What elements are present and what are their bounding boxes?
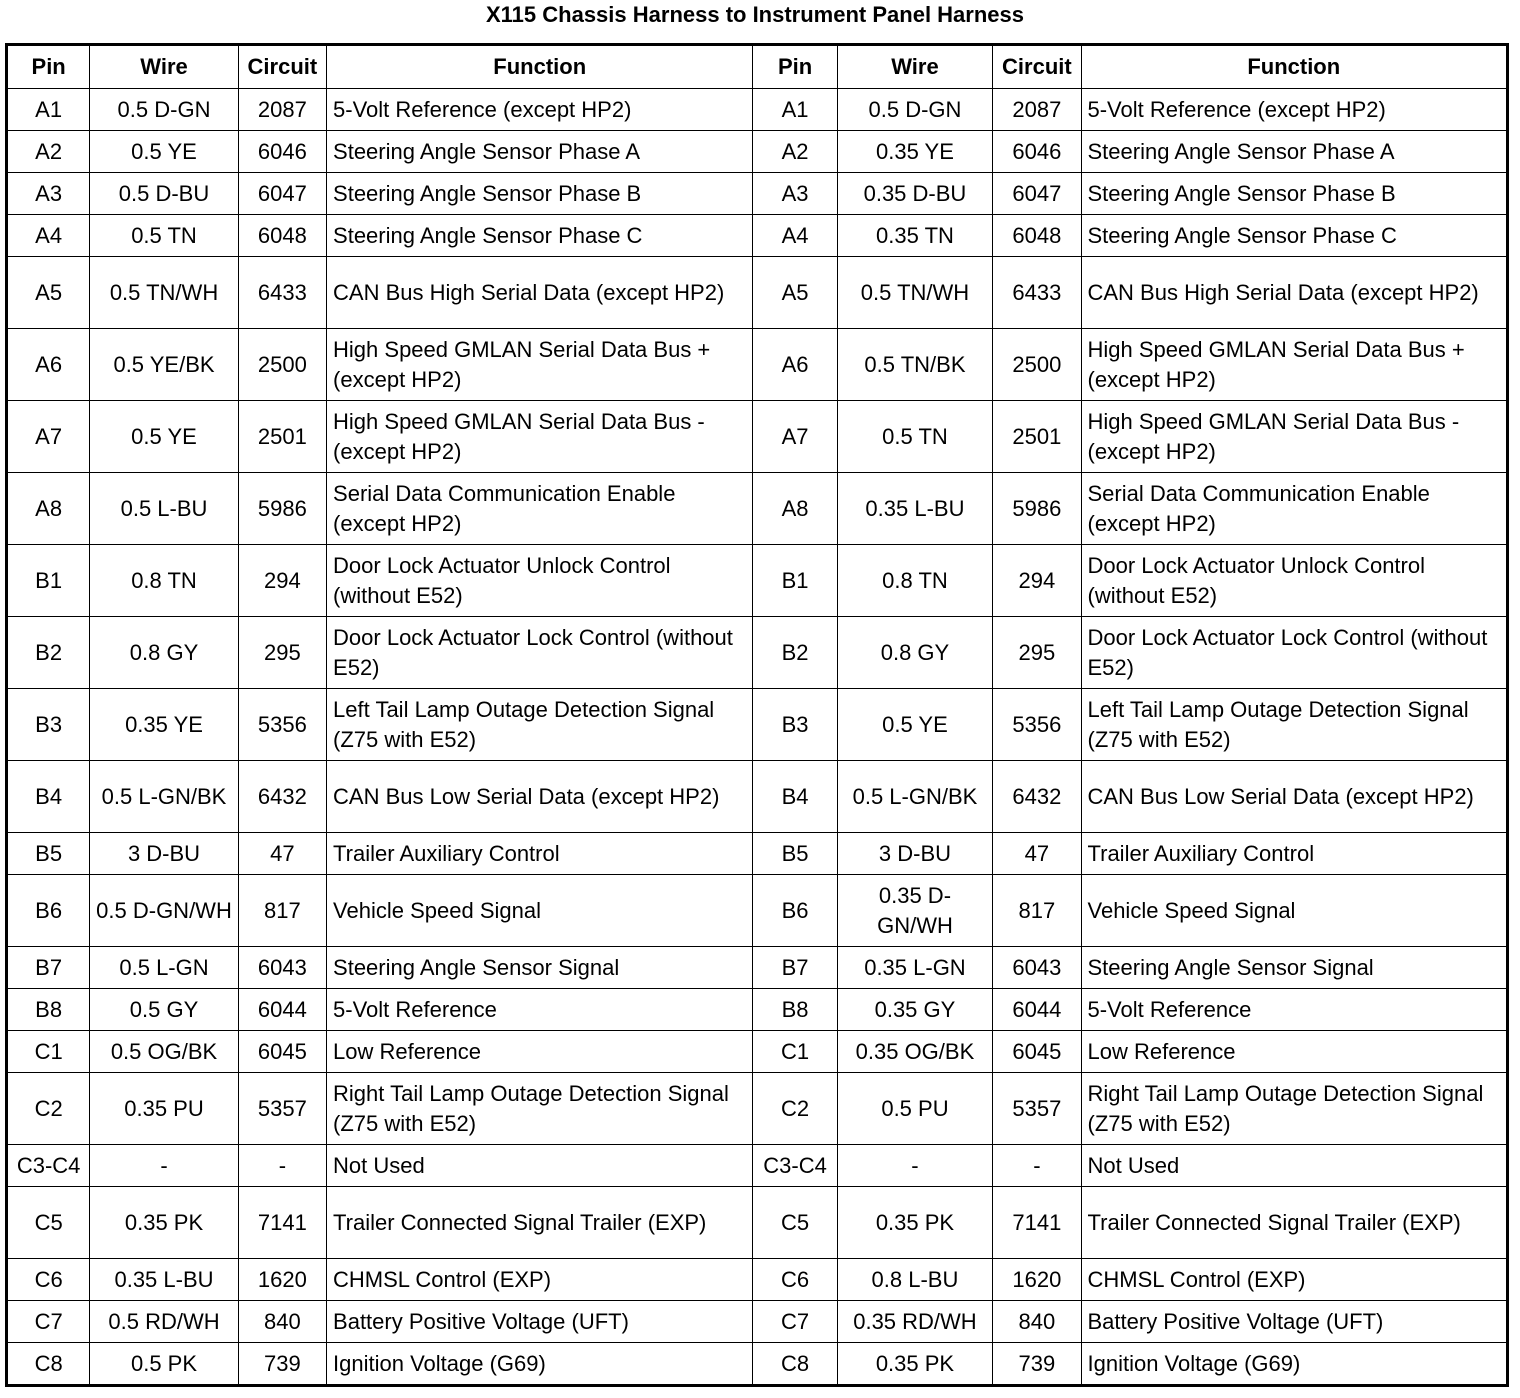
cell-pin-right: B8 [753,989,837,1031]
cell-pin-left: A3 [7,173,90,215]
table-row [7,833,1508,875]
cell-function-left: Steering Angle Sensor Signal [327,947,753,989]
cell-wire-left: 0.8 GY [90,617,238,689]
cell-function-left: High Speed GMLAN Serial Data Bus - (except HP2) [327,401,753,473]
cell-function-left: CHMSL Control (EXP) [327,1259,753,1301]
table-row [7,401,1508,473]
cell-circuit-right: 6046 [993,131,1081,173]
cell-circuit-left: 2087 [238,89,326,131]
cell-function-left: 5-Volt Reference (except HP2) [327,89,753,131]
cell-function-right: Not Used [1081,1145,1508,1187]
cell-pin-right: C5 [753,1187,837,1259]
cell-pin-right: A4 [753,215,837,257]
cell-wire-left: 0.35 PK [90,1187,238,1259]
cell-wire-left: 0.5 D-BU [90,173,238,215]
cell-circuit-right: 2501 [993,401,1081,473]
table-row [7,89,1508,131]
cell-function-left: Low Reference [327,1031,753,1073]
cell-wire-left: 0.5 YE/BK [90,329,238,401]
cell-wire-left: 0.5 OG/BK [90,1031,238,1073]
cell-wire-right: 0.35 PK [837,1187,993,1259]
table-row [7,131,1508,173]
cell-pin-right: B5 [753,833,837,875]
cell-circuit-left: 6044 [238,989,326,1031]
cell-function-right: High Speed GMLAN Serial Data Bus + (except HP2) [1081,329,1508,401]
connector-pinout-table [5,43,1509,1387]
cell-wire-right: 0.35 D-GN/WH [837,875,993,947]
cell-wire-right: 0.5 TN/BK [837,329,993,401]
cell-circuit-right: 5356 [993,689,1081,761]
cell-function-right: Door Lock Actuator Lock Control (without E52) [1081,617,1508,689]
cell-circuit-right: 6044 [993,989,1081,1031]
cell-pin-left: B1 [7,545,90,617]
cell-circuit-right: - [993,1145,1081,1187]
cell-pin-left: C8 [7,1343,90,1386]
cell-function-right: CAN Bus Low Serial Data (except HP2) [1081,761,1508,833]
cell-wire-right: - [837,1145,993,1187]
cell-circuit-right: 6047 [993,173,1081,215]
cell-pin-left: C3-C4 [7,1145,90,1187]
cell-pin-right: C8 [753,1343,837,1386]
cell-function-left: Serial Data Communication Enable (except HP2) [327,473,753,545]
cell-function-left: Door Lock Actuator Unlock Control (without E52) [327,545,753,617]
table-row [7,689,1508,761]
table-row [7,1343,1508,1386]
cell-pin-left: B4 [7,761,90,833]
cell-circuit-right: 817 [993,875,1081,947]
cell-function-left: Vehicle Speed Signal [327,875,753,947]
cell-function-left: Steering Angle Sensor Phase B [327,173,753,215]
cell-wire-left: 0.5 YE [90,131,238,173]
cell-circuit-right: 840 [993,1301,1081,1343]
cell-function-right: Steering Angle Sensor Phase C [1081,215,1508,257]
cell-wire-left: 0.5 L-GN [90,947,238,989]
header-pin-right: Pin [753,45,837,89]
cell-wire-left: 0.35 PU [90,1073,238,1145]
cell-pin-right: B2 [753,617,837,689]
cell-wire-right: 0.8 GY [837,617,993,689]
cell-wire-right: 0.8 TN [837,545,993,617]
cell-function-right: CAN Bus High Serial Data (except HP2) [1081,257,1508,329]
cell-circuit-right: 5986 [993,473,1081,545]
cell-circuit-left: 2501 [238,401,326,473]
table-row [7,989,1508,1031]
cell-circuit-left: 6048 [238,215,326,257]
cell-pin-left: C1 [7,1031,90,1073]
header-wire-right: Wire [837,45,993,89]
cell-wire-left: 0.5 GY [90,989,238,1031]
cell-function-left: CAN Bus High Serial Data (except HP2) [327,257,753,329]
cell-function-right: Right Tail Lamp Outage Detection Signal (Z75 with E52) [1081,1073,1508,1145]
cell-circuit-left: 6046 [238,131,326,173]
cell-wire-right: 0.5 PU [837,1073,993,1145]
cell-wire-right: 0.8 L-BU [837,1259,993,1301]
cell-wire-right: 0.35 TN [837,215,993,257]
cell-pin-left: A1 [7,89,90,131]
cell-circuit-left: 5357 [238,1073,326,1145]
table-row [7,173,1508,215]
cell-circuit-right: 294 [993,545,1081,617]
cell-wire-left: 0.5 TN [90,215,238,257]
cell-wire-right: 0.5 D-GN [837,89,993,131]
cell-pin-right: C3-C4 [753,1145,837,1187]
cell-circuit-right: 295 [993,617,1081,689]
cell-circuit-left: 2500 [238,329,326,401]
table-row [7,545,1508,617]
header-circuit-right: Circuit [993,45,1081,89]
header-pin-left: Pin [7,45,90,89]
header-function-left: Function [327,45,753,89]
cell-function-left: Trailer Connected Signal Trailer (EXP) [327,1187,753,1259]
cell-circuit-left: 840 [238,1301,326,1343]
cell-function-right: 5-Volt Reference [1081,989,1508,1031]
cell-wire-left: 0.5 YE [90,401,238,473]
cell-pin-left: A6 [7,329,90,401]
cell-pin-right: A8 [753,473,837,545]
cell-circuit-right: 7141 [993,1187,1081,1259]
header-function-right: Function [1081,45,1508,89]
cell-pin-right: B7 [753,947,837,989]
header-wire-left: Wire [90,45,238,89]
cell-wire-right: 0.35 D-BU [837,173,993,215]
cell-function-right: Battery Positive Voltage (UFT) [1081,1301,1508,1343]
cell-wire-right: 0.35 L-GN [837,947,993,989]
table-row [7,215,1508,257]
cell-function-left: Trailer Auxiliary Control [327,833,753,875]
cell-circuit-right: 6043 [993,947,1081,989]
cell-pin-right: A6 [753,329,837,401]
cell-pin-right: B4 [753,761,837,833]
cell-function-left: Battery Positive Voltage (UFT) [327,1301,753,1343]
cell-circuit-right: 1620 [993,1259,1081,1301]
header-circuit-left: Circuit [238,45,326,89]
cell-function-right: Low Reference [1081,1031,1508,1073]
cell-circuit-right: 6045 [993,1031,1081,1073]
cell-function-right: Steering Angle Sensor Phase A [1081,131,1508,173]
cell-pin-left: A2 [7,131,90,173]
cell-circuit-left: 739 [238,1343,326,1386]
cell-circuit-left: 5356 [238,689,326,761]
cell-function-left: Steering Angle Sensor Phase C [327,215,753,257]
cell-wire-right: 0.5 TN/WH [837,257,993,329]
table-row [7,1259,1508,1301]
cell-wire-left: 0.35 YE [90,689,238,761]
cell-pin-left: B2 [7,617,90,689]
page-title: X115 Chassis Harness to Instrument Panel Harness [485,2,1024,27]
cell-circuit-left: 6047 [238,173,326,215]
cell-function-right: Vehicle Speed Signal [1081,875,1508,947]
cell-circuit-right: 2500 [993,329,1081,401]
cell-function-right: Ignition Voltage (G69) [1081,1343,1508,1386]
table-body [7,89,1508,1386]
cell-pin-right: C7 [753,1301,837,1343]
cell-function-right: Steering Angle Sensor Signal [1081,947,1508,989]
cell-wire-right: 0.35 GY [837,989,993,1031]
cell-wire-left: 0.5 L-GN/BK [90,761,238,833]
cell-pin-left: C5 [7,1187,90,1259]
cell-function-right: Steering Angle Sensor Phase B [1081,173,1508,215]
cell-wire-right: 0.5 YE [837,689,993,761]
cell-function-right: Serial Data Communication Enable (except HP2) [1081,473,1508,545]
cell-wire-left: 0.5 D-GN [90,89,238,131]
cell-wire-left: 0.8 TN [90,545,238,617]
cell-circuit-right: 5357 [993,1073,1081,1145]
table-row [7,1187,1508,1259]
cell-wire-left: 0.35 L-BU [90,1259,238,1301]
cell-pin-left: B6 [7,875,90,947]
cell-wire-right: 0.35 OG/BK [837,1031,993,1073]
table-row [7,761,1508,833]
cell-pin-left: B7 [7,947,90,989]
cell-circuit-right: 2087 [993,89,1081,131]
cell-pin-left: C2 [7,1073,90,1145]
cell-wire-left: 0.5 RD/WH [90,1301,238,1343]
cell-function-right: Trailer Connected Signal Trailer (EXP) [1081,1187,1508,1259]
cell-wire-left: 0.5 TN/WH [90,257,238,329]
cell-wire-left: 0.5 L-BU [90,473,238,545]
cell-circuit-left: 817 [238,875,326,947]
cell-function-right: Trailer Auxiliary Control [1081,833,1508,875]
table-row [7,329,1508,401]
cell-pin-left: B8 [7,989,90,1031]
cell-pin-right: C1 [753,1031,837,1073]
cell-wire-right: 0.35 L-BU [837,473,993,545]
cell-pin-right: A3 [753,173,837,215]
cell-pin-left: B5 [7,833,90,875]
cell-circuit-left: 294 [238,545,326,617]
cell-function-left: 5-Volt Reference [327,989,753,1031]
cell-pin-left: C6 [7,1259,90,1301]
cell-wire-right: 0.35 YE [837,131,993,173]
cell-pin-right: A5 [753,257,837,329]
cell-pin-left: A5 [7,257,90,329]
table-row [7,875,1508,947]
cell-function-right: 5-Volt Reference (except HP2) [1081,89,1508,131]
cell-function-left: Not Used [327,1145,753,1187]
cell-function-left: Left Tail Lamp Outage Detection Signal (Z75 with E52) [327,689,753,761]
header-row [7,45,1508,89]
cell-circuit-left: 295 [238,617,326,689]
cell-circuit-left: 6432 [238,761,326,833]
cell-function-left: Steering Angle Sensor Phase A [327,131,753,173]
cell-circuit-right: 6433 [993,257,1081,329]
cell-pin-right: B3 [753,689,837,761]
cell-pin-left: A4 [7,215,90,257]
cell-circuit-left: 47 [238,833,326,875]
cell-wire-right: 0.35 RD/WH [837,1301,993,1343]
cell-pin-right: B6 [753,875,837,947]
table-row [7,257,1508,329]
cell-circuit-right: 47 [993,833,1081,875]
cell-circuit-left: 5986 [238,473,326,545]
cell-function-right: High Speed GMLAN Serial Data Bus - (except HP2) [1081,401,1508,473]
table-row [7,1031,1508,1073]
cell-wire-left: 0.5 D-GN/WH [90,875,238,947]
cell-circuit-left: 6433 [238,257,326,329]
cell-pin-right: A1 [753,89,837,131]
cell-wire-left: - [90,1145,238,1187]
table-row [7,473,1508,545]
cell-circuit-left: - [238,1145,326,1187]
cell-circuit-right: 739 [993,1343,1081,1386]
cell-pin-right: B1 [753,545,837,617]
cell-pin-right: C2 [753,1073,837,1145]
table-row [7,1301,1508,1343]
cell-pin-left: B3 [7,689,90,761]
table-row [7,947,1508,989]
cell-function-left: High Speed GMLAN Serial Data Bus + (except HP2) [327,329,753,401]
cell-function-left: Right Tail Lamp Outage Detection Signal (Z75 with E52) [327,1073,753,1145]
table-row [7,1145,1508,1187]
cell-pin-right: C6 [753,1259,837,1301]
cell-wire-left: 3 D-BU [90,833,238,875]
cell-pin-right: A2 [753,131,837,173]
cell-function-right: Left Tail Lamp Outage Detection Signal (Z75 with E52) [1081,689,1508,761]
table-row [7,617,1508,689]
cell-circuit-left: 1620 [238,1259,326,1301]
cell-wire-right: 0.5 L-GN/BK [837,761,993,833]
cell-function-left: Ignition Voltage (G69) [327,1343,753,1386]
table-row [7,1073,1508,1145]
cell-pin-left: A7 [7,401,90,473]
cell-function-left: Door Lock Actuator Lock Control (without E52) [327,617,753,689]
cell-pin-left: C7 [7,1301,90,1343]
cell-circuit-left: 6045 [238,1031,326,1073]
cell-circuit-left: 6043 [238,947,326,989]
cell-wire-left: 0.5 PK [90,1343,238,1386]
cell-wire-right: 0.5 TN [837,401,993,473]
cell-pin-right: A7 [753,401,837,473]
cell-function-right: Door Lock Actuator Unlock Control (without E52) [1081,545,1508,617]
cell-circuit-left: 7141 [238,1187,326,1259]
cell-circuit-right: 6432 [993,761,1081,833]
cell-function-right: CHMSL Control (EXP) [1081,1259,1508,1301]
cell-wire-right: 3 D-BU [837,833,993,875]
cell-circuit-right: 6048 [993,215,1081,257]
cell-function-left: CAN Bus Low Serial Data (except HP2) [327,761,753,833]
cell-wire-right: 0.35 PK [837,1343,993,1386]
cell-pin-left: A8 [7,473,90,545]
